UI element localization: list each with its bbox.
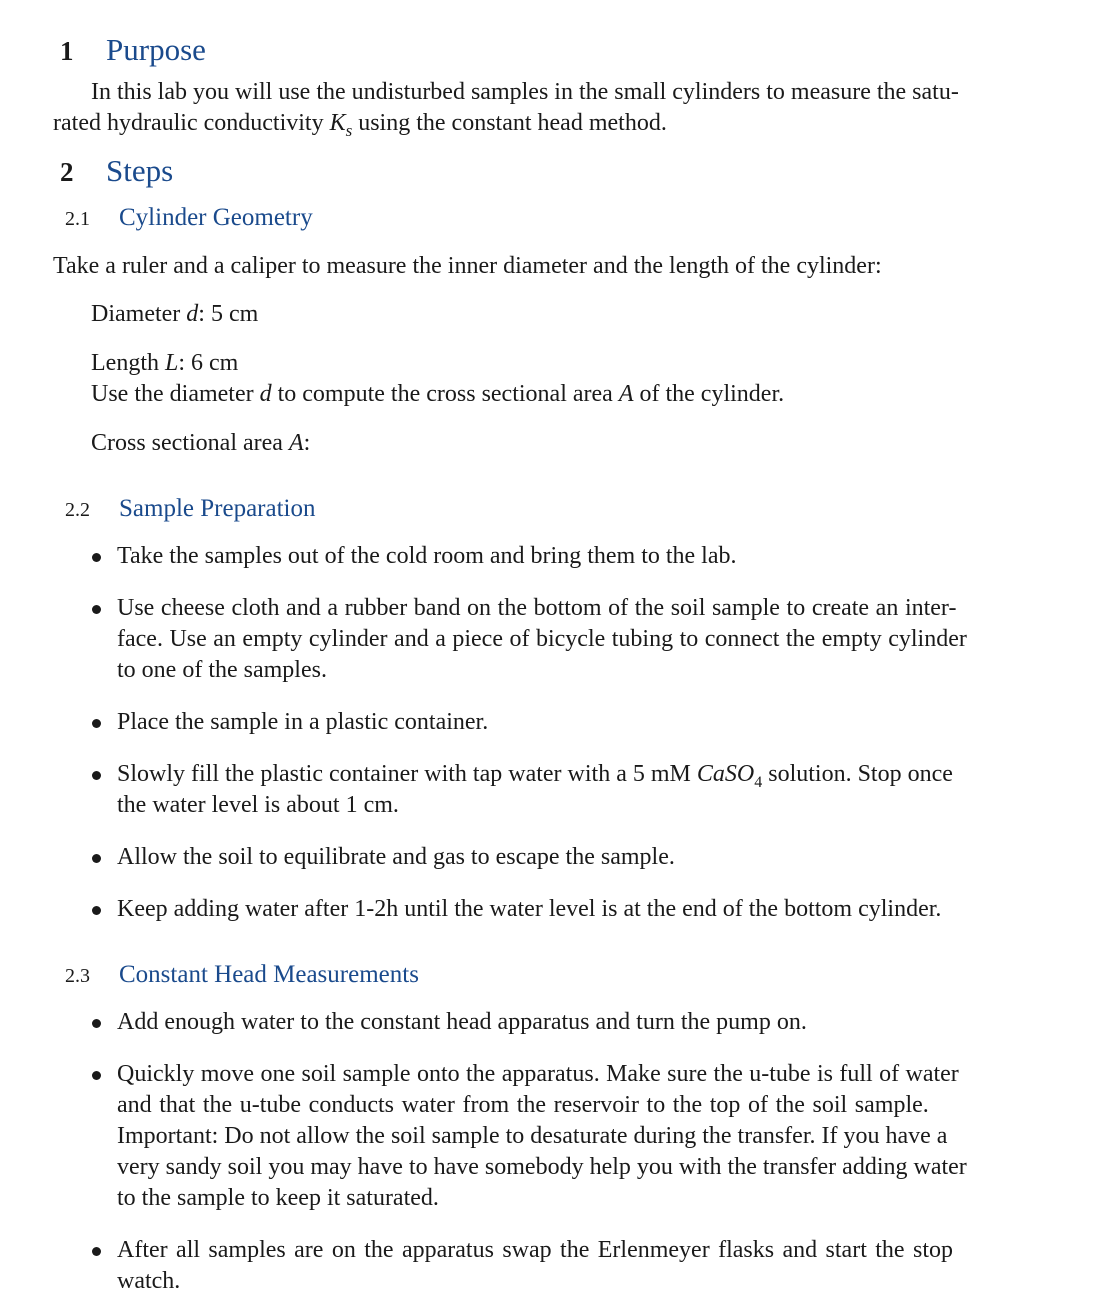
- diameter-value: : 5 cm: [198, 301, 259, 327]
- area-var-d: d: [259, 381, 272, 407]
- ch-item-2-line-3: Important: Do not allow the soil sample to desaturate during the transfer. If you have a: [117, 1123, 948, 1149]
- subsection-number: 2.1: [65, 208, 90, 230]
- area-post: of the cylinder.: [633, 381, 785, 407]
- area-var-a: A: [618, 381, 634, 407]
- length-label: Length: [91, 350, 165, 376]
- bullet-icon: [92, 719, 101, 728]
- purpose-text-b-post: using the constant head method.: [352, 110, 667, 136]
- bullet-icon: [92, 1247, 101, 1256]
- prep-item-6: Keep adding water after 1-2h until the water level is at the end of the bottom cylinder.: [117, 896, 942, 922]
- prep-item-2-line-1: Use cheese cloth and a rubber band on the bottom of the soil sample to create an inter-: [117, 595, 957, 621]
- area-pre: Use the diameter: [91, 381, 260, 407]
- subsection-heading-constant-head: [65, 960, 419, 991]
- subsection-title: Constant Head Measurements: [119, 961, 419, 988]
- section-heading-steps: [60, 153, 173, 190]
- subsection-number: 2.3: [65, 965, 90, 987]
- bullet-icon: [92, 906, 101, 915]
- bullet-icon: [92, 854, 101, 863]
- subsection-number: 2.2: [65, 499, 90, 521]
- cross-colon: :: [303, 430, 311, 456]
- bullet-icon: [92, 605, 101, 614]
- bullet-icon: [92, 1019, 101, 1028]
- ch-item-1: Add enough water to the constant head apparatus and turn the pump on.: [117, 1009, 807, 1035]
- prep-item-1: Take the samples out of the cold room and bring them to the lab.: [117, 543, 737, 569]
- caso4-subscript: 4: [754, 773, 763, 791]
- purpose-text-a: In this lab you will use the undisturbed samples in the small cylinders to measure the satu-: [91, 79, 959, 105]
- purpose-text-line-2: [53, 108, 667, 146]
- prep-item-4-text: Slowly fill the plastic container with tap water with a 5 mM: [117, 761, 697, 787]
- ch-item-2-line-2: and that the u-tube conducts water from the reservoir to the top of the soil sample.: [117, 1092, 929, 1118]
- length-var: L: [164, 350, 179, 376]
- length-value: : 6 cm: [178, 350, 239, 376]
- ch-item-2-line-1: Quickly move one soil sample onto the apparatus. Make sure the u-tube is full of water: [117, 1061, 959, 1087]
- area-mid: to compute the cross sectional area: [271, 381, 619, 407]
- area-instruction: [91, 379, 784, 410]
- section-title: Steps: [106, 153, 174, 188]
- section-number: 2: [60, 157, 74, 187]
- ks-symbol: K: [329, 110, 346, 136]
- section-heading-purpose: [60, 32, 206, 69]
- prep-item-4-line-1: Slowly fill the plastic container with tap water with a 5 mM CaSO$_4$ solution. Stop once: [117, 761, 953, 791]
- prep-item-2-line-2: face. Use an empty cylinder and a piece of bicycle tubing to connect the empty cylinder: [117, 626, 967, 652]
- cross-area-line: [91, 428, 310, 459]
- bullet-icon: [92, 553, 101, 562]
- geometry-intro: Take a ruler and a caliper to measure the inner diameter and the length of the cylinder:: [53, 253, 882, 279]
- prep-item-2-line-3: to one of the samples.: [117, 657, 327, 683]
- subsection-heading-geometry: [65, 203, 313, 234]
- diameter-line: [91, 299, 258, 330]
- diameter-var: d: [186, 301, 199, 327]
- ch-item-2-line-5: to the sample to keep it saturated.: [117, 1185, 439, 1211]
- caso4-formula: CaSO: [696, 761, 755, 787]
- ks-subscript: s: [345, 120, 353, 140]
- diameter-label: Diameter: [91, 301, 187, 327]
- subsection-title: Sample Preparation: [119, 495, 316, 522]
- purpose-text-line-1: [91, 77, 959, 108]
- ch-item-2-line-4: very sandy soil you may have to have somebody help you with the transfer adding water: [117, 1154, 967, 1180]
- cross-var: A: [288, 430, 304, 456]
- bullet-icon: [92, 1071, 101, 1080]
- prep-item-5: Allow the soil to equilibrate and gas to escape the sample.: [117, 844, 675, 870]
- length-line: [91, 348, 238, 379]
- prep-item-3: Place the sample in a plastic container.: [117, 709, 489, 735]
- cross-label: Cross sectional area: [91, 430, 289, 456]
- ch-item-3-line-1: After all samples are on the apparatus swap the Erlenmeyer flasks and start the stop: [117, 1237, 953, 1263]
- section-title: Purpose: [106, 32, 206, 67]
- bullet-icon: [92, 771, 101, 780]
- purpose-text-b-pre: rated hydraulic conductivity: [53, 110, 330, 136]
- subsection-heading-preparation: [65, 494, 315, 525]
- section-number: 1: [60, 36, 74, 66]
- subsection-title: Cylinder Geometry: [119, 204, 313, 231]
- ch-item-3-line-2: watch.: [117, 1268, 181, 1294]
- prep-item-4-line-2: the water level is about 1 cm.: [117, 792, 399, 818]
